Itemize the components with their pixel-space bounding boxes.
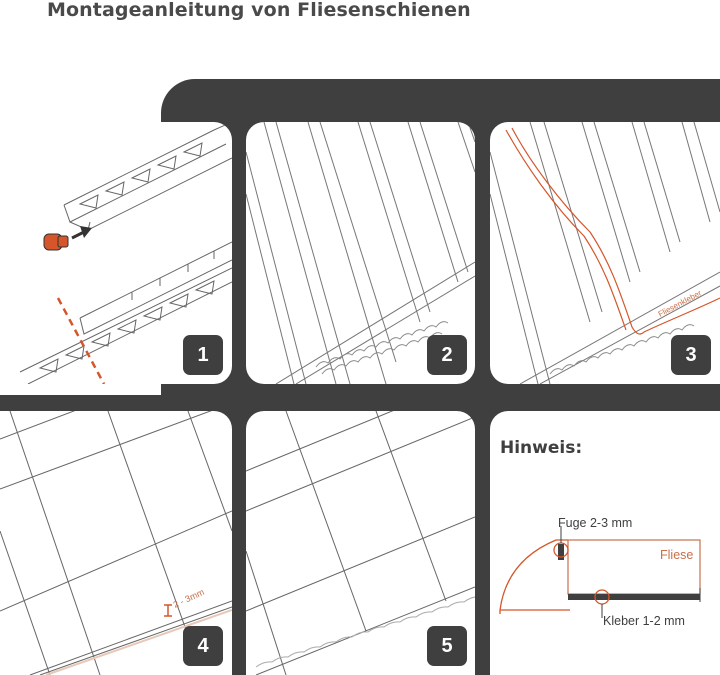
gap-note-label: Fuge 2-3 mm bbox=[558, 516, 633, 530]
step-1-badge: 1 bbox=[183, 335, 223, 375]
step-1-panel bbox=[0, 122, 232, 384]
step-2-badge: 2 bbox=[427, 335, 467, 375]
step-2-panel bbox=[246, 122, 475, 384]
note-diagram bbox=[490, 510, 720, 660]
step-4-panel bbox=[0, 411, 232, 675]
adhesive-note-label: Kleber 1-2 mm bbox=[603, 614, 685, 628]
note-title: Hinweis: bbox=[500, 438, 583, 458]
tile-note-label: Fliese bbox=[660, 548, 694, 562]
page-title: Montageanleitung von Fliesenschienen bbox=[47, 0, 471, 21]
adhesive-layer bbox=[568, 594, 700, 600]
cut-line bbox=[58, 298, 104, 384]
step-4-badge: 4 bbox=[183, 626, 223, 666]
gap-label: 2 - 3mm bbox=[171, 586, 206, 610]
adhesive-label: Fliesenkleber bbox=[656, 288, 703, 319]
step-5-badge: 5 bbox=[427, 626, 467, 666]
arrow-icon bbox=[72, 226, 92, 238]
step-3-badge: 3 bbox=[671, 335, 711, 375]
gap-marker-icon bbox=[164, 605, 172, 616]
step-5-panel bbox=[246, 411, 475, 675]
step-3-panel bbox=[490, 122, 720, 384]
rail-perforations bbox=[80, 143, 202, 208]
end-cap-icon bbox=[44, 234, 68, 250]
